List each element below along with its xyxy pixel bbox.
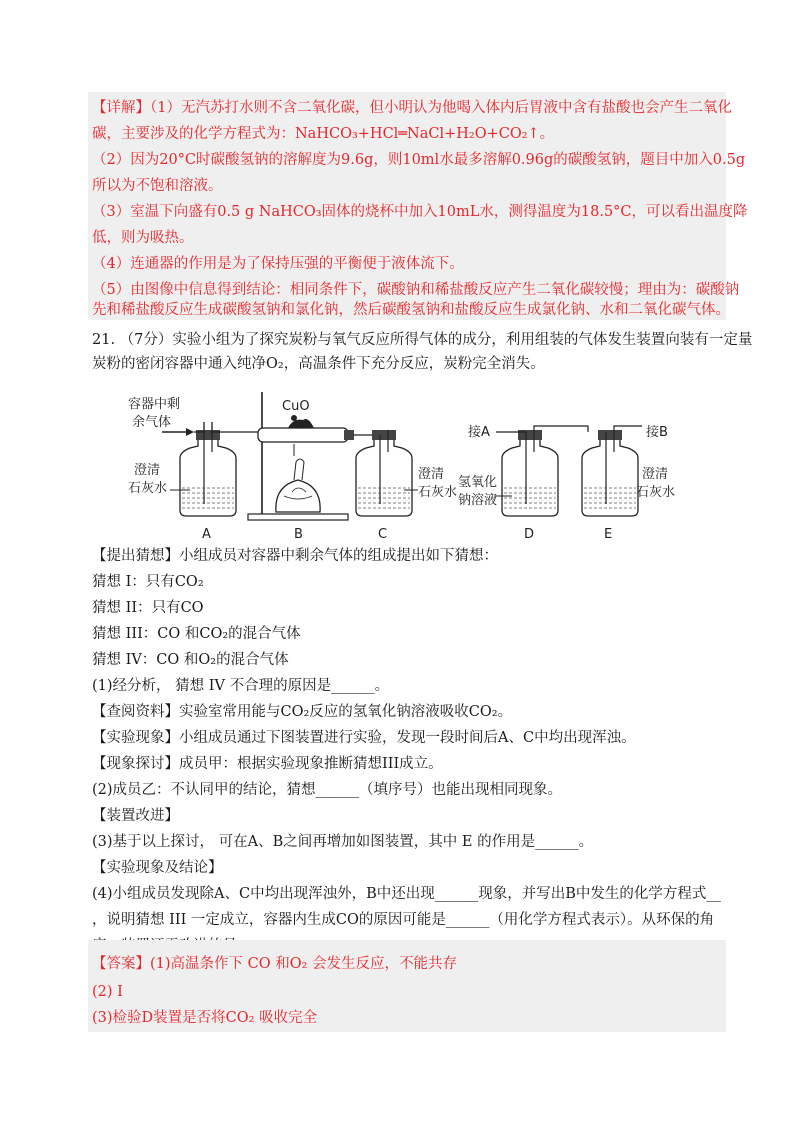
detail-line-7: （4）连通器的作用是为了保持压强的平衡便于液体流下。 [92,256,464,272]
gas-label-1: 容器中剩 [128,397,181,412]
question-3: (3)基于以上探讨， 可在A、B之间再增加如图装置，其中 E 的作用是______。 [92,834,594,850]
lime-e-2: 石灰水 [636,485,676,500]
gas-label-2: 余气体 [132,415,172,430]
to-a-label: 接A [468,425,490,440]
text-guess-intro: 【提出猜想】小组成员对容器中剩余气体的组成提出如下猜想： [92,548,498,564]
label-c: C [378,527,388,540]
detail-line-1: 【详解】（1）无汽苏打水则不含二氧化碳，但小明认为他喝入体内后胃液中含有盐酸也会产生二氧化 [92,100,732,116]
lime-a-1: 澄清 [134,463,161,478]
question-stem-1: 21. （7分）实验小组为了探究炭粉与氧气反应所得气体的成分，利用组装的气体发生装置向装有一定量 [92,332,753,348]
naoh-1: 氢氧化 [458,475,498,490]
label-d: D [524,527,535,540]
question-4b: ，说明猜想 III 一定成立，容器内生成CO的原因可能是______（用化学方程式表示）。从环保的角 [92,912,715,928]
detail-line-5: （3）室温下向盛有0.5 g NaHCO₃固体的烧杯中加入10mL水，测得温度为18.5°C，可以看出温度降 [92,204,748,220]
answer-3: (3)检验D装置是否将CO₂ 吸收完全 [92,1010,318,1026]
detail-line-8: （5）由图像中信息得到结论：相同条件下，碳酸钠和稀盐酸反应产生二氧化碳较慢；理由为：碳酸钠 [92,282,740,298]
text-reference: 【查阅资料】实验室常用能与CO₂反应的氢氧化钠溶液吸收CO₂。 [92,704,513,720]
guess-4: 猜想 IV：CO 和O₂的混合气体 [92,652,289,668]
lime-e-1: 澄清 [642,467,669,482]
guess-2: 猜想 II：只有CO [92,600,204,616]
detail-line-9: 先和稀盐酸反应生成碳酸氢钠和氯化钠，然后碳酸氢钠和盐酸反应生成氯化钠、水和二氧化碳气体。 [92,302,730,318]
detail-line-6: 低，则为吸热。 [92,230,194,246]
detail-line-3: （2）因为20°C时碳酸氢钠的溶解度为9.6g，则10ml水最多溶解0.96g的碳酸氢钠，题目中加入0.5g [92,152,746,168]
question-stem-2: 炭粉的密闭容器中通入纯净O₂，高温条件下充分反应，炭粉完全消失。 [92,356,545,372]
lime-c-2: 石灰水 [418,485,458,500]
text-discussion: 【现象探讨】成员甲：根据实验现象推断猜想III成立。 [92,756,443,772]
inlet-arrowhead [186,428,194,436]
cuo-label: CuO [282,399,310,414]
detail-line-2: 碳，主要涉及的化学方程式为：NaHCO₃+HCl═NaCl+H₂O+CO₂↑。 [92,126,555,142]
bottle-e [582,426,642,516]
label-b: B [294,527,303,540]
guess-1: 猜想 I：只有CO₂ [92,574,204,590]
label-e: E [604,527,613,540]
text-conclusion: 【实验现象及结论】 [92,860,223,876]
bottle-a [180,422,258,516]
detail-line-4: 所以为不饱和溶液。 [92,178,223,194]
lime-a-2: 石灰水 [128,481,168,496]
label-a: A [202,527,211,540]
text-improve: 【装置改进】 [92,808,179,824]
question-2: (2)成员乙：不认同甲的结论，猜想______（填序号）也能出现相同现象。 [92,782,563,798]
question-1: (1)经分析， 猜想 IV 不合理的原因是______。 [92,678,390,694]
bottle-d [502,426,588,516]
bottle-c [356,430,412,516]
answer-2: (2) I [92,984,123,1000]
apparatus-diagram [118,392,678,540]
lime-c-1: 澄清 [418,467,445,482]
to-b-label: 接B [646,425,668,440]
answer-1: 【答案】(1)高温条作下 CO 和O₂ 会发生反应，不能共存 [92,956,458,972]
text-phenomenon: 【实验现象】小组成员通过下图装置进行实验，发现一段时间后A、C中均出现浑浊。 [92,730,636,746]
guess-3: 猜想 III：CO 和CO₂的混合气体 [92,626,301,642]
question-4a: (4)小组成员发现除A、C中均出现浑浊外，B中还出现______现象，并写出B中发生的化学方程式__ [92,886,721,902]
naoh-2: 钠溶液 [458,493,498,508]
